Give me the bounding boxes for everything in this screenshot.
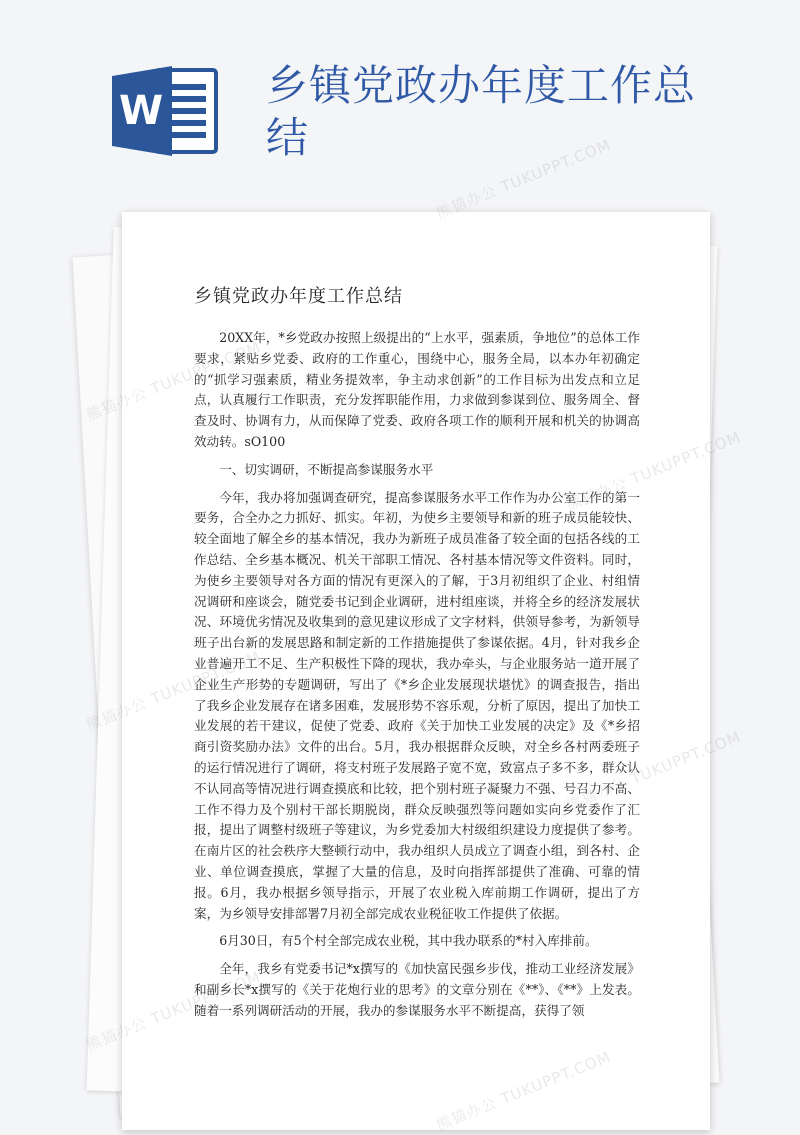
main-title: 乡镇党政办年度工作总结 — [266, 61, 697, 162]
watermark: 熊猫办公 TUKUPPT.COM — [433, 135, 614, 223]
word-document-icon — [112, 62, 220, 160]
header — [0, 0, 800, 200]
body-paragraph: 6月30日，有5个村全部完成农业税，其中我办联系的*村入库排前。 — [219, 933, 598, 949]
body-paragraph: 全年，我乡有党委书记*x撰写的《加快富民强乡步伐，推动工业经济发展》和副乡长*x撰写的《关于花炮行业的思考》的文章分别在《**》、《**》上发表。随着一系列调研活动的开展，我办的参谋服务水平不断提高，获得了领 — [194, 961, 640, 1018]
section-heading: 一、切实调研，不断提高参谋服务水平 — [219, 461, 434, 477]
document-title: 乡镇党政办年度工作总结 — [194, 286, 403, 307]
body-paragraph: 今年，我办将加强调查研究，提高参谋服务水平工作作为办公室工作的第一要务，合全办之力抓好、抓实。年初，为使乡主要领导和新的班子成员能较快、较全面地了解全乡的基本情况，我办为新班子成员准备了较全面的包括各线的工作总结、全乡基本概况、机关干部职工情况、各村基本情况等文件资料。同时，为使乡主要领导对各方面的情况有更深入的了解，于3月初组织了企业、村组情况调研和座谈会，随党委书记到企业调研，进村组座谈，并将全乡的经济发展状况、环境优劣情况及收集到的意见建议形成了文字材料，供领导参考，为新领导班子出台新的发展思路和制定新的工作措施提供了参谋依据。4月，针对我乡企业普遍开工不足、生产积极性下降的现状，我办牵头，与企业服务站一道开展了企业生产形势的专题调研，写出了《*乡企业发展现状堪忧》的调查报告，指出了我乡企业发展存在诸多困难，发展形势不容乐观，分析了原因，提出了加快工业发展的若干建议，促使了党委、政府《关于加快工业发展的决定》及《*乡招商引资奖励办法》文件的出台。5月，我办根据群众反映，对全乡各村两委班子的运行情况进行了调研，将支村班子发展路子宽不宽，致富点子多不多，群众认不认同高等情况进行调查摸底和比较，把个别村班子凝聚力不强、号召力不高、工作不得力及个别村干部长期脱岗，群众反映强烈等问题如实向乡党委作了汇报，提出了调整村级班子等建议，为乡党委加大村级组织建设力度提供了参考。在南片区的社会秩序大整顿行动中，我办组织人员成立了调查小组，到各村、企业、单位调查摸底，掌握了大量的信息，及时向指挥部提供了准确、可靠的情报。6月，我办根据乡领导指示，开展了农业税入库前期工作调研，提出了方案，为乡领导安排部署7月初全部完成农业税征收工作提供了依据。 — [194, 489, 640, 921]
document-page — [122, 212, 710, 1130]
intro-paragraph: 20XX年，*乡党政办按照上级提出的“上水平，强素质，争地位”的总体工作要求，紧贴乡党委、政府的工作重心，围绕中心，服务全局，以本办年初确定的“抓学习强素质，精业务提效率，争主动求创新”的工作目标为出发点和立足点，认真履行工作职责，充分发挥职能作用，力求做到参谋到位、服务周全、督查及时、协调有力，从而保障了党委、政府各项工作的顺利开展和机关的协调高效动转。sO100 — [194, 330, 640, 449]
document-body — [194, 328, 640, 1029]
svg-text:W: W — [118, 88, 164, 134]
